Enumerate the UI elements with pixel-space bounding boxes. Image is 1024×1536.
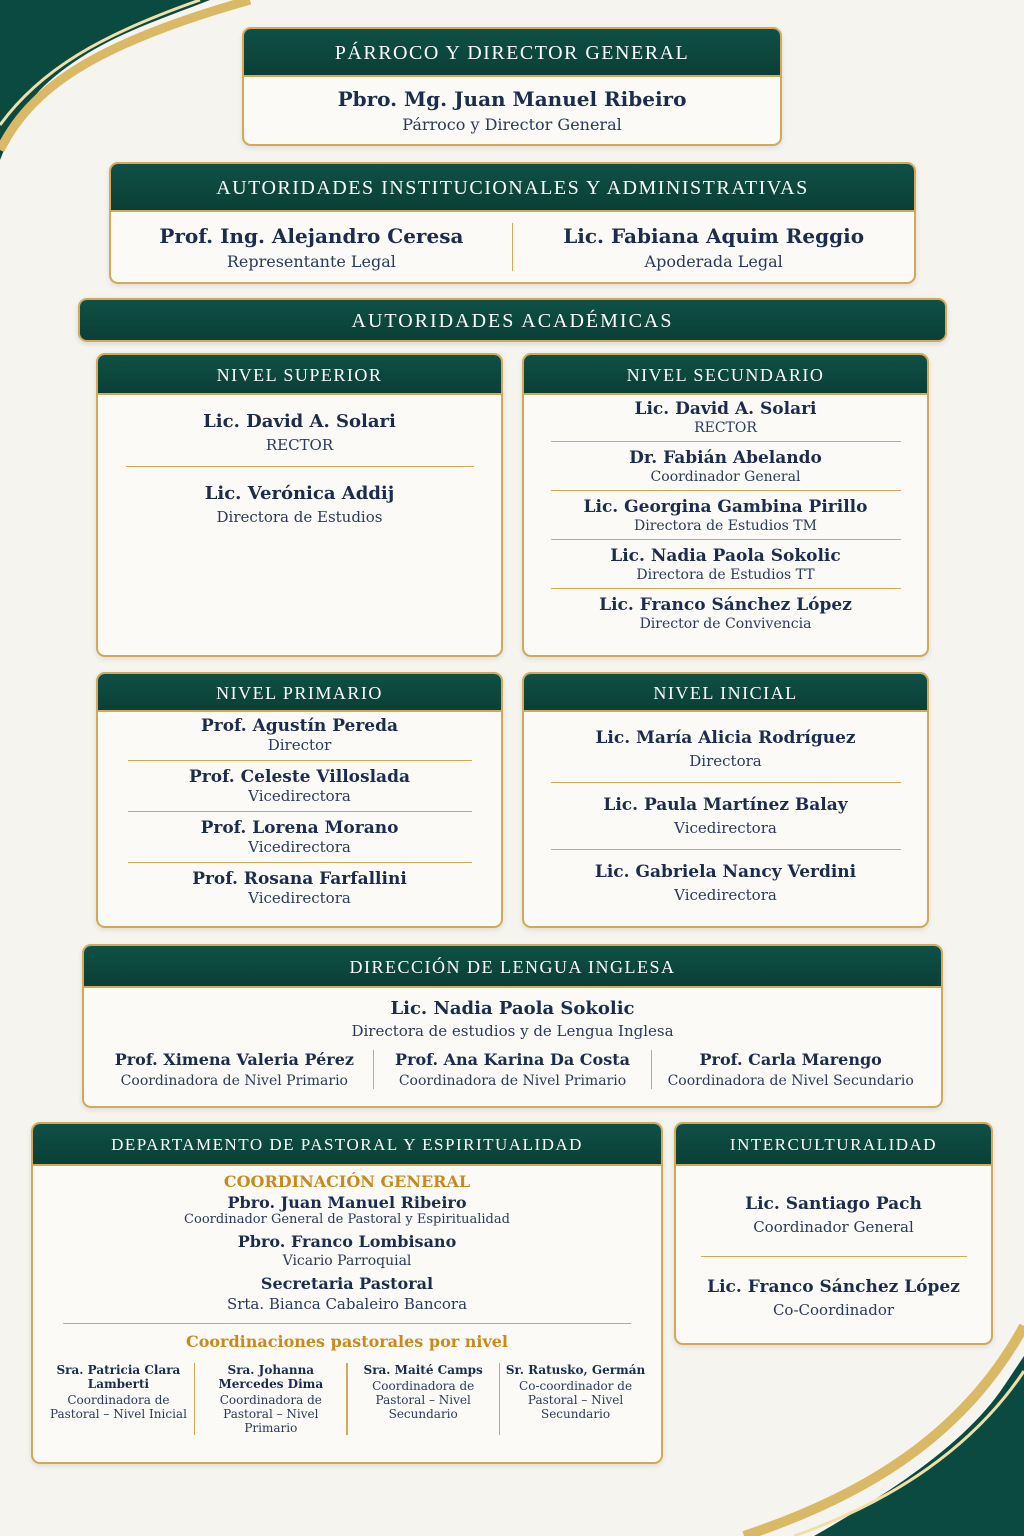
- person-role: Directora: [689, 752, 762, 770]
- person-name: Lic. Franco Sánchez López: [707, 1277, 960, 1297]
- person-name: Prof. Agustín Pereda: [200, 716, 399, 736]
- person-role: Director de Convivencia: [639, 616, 812, 632]
- person-role: Coordinadora de Pastoral – Nivel Inicial: [49, 1393, 187, 1421]
- person-role: Vicedirectora: [248, 787, 351, 805]
- coordinacion-general-title: COORDINACIÓN GENERAL: [223, 1172, 471, 1191]
- person-name: Lic. Fabiana Aquim Reggio: [563, 223, 865, 248]
- person-name: Pbro. Juan Manuel Ribeiro: [227, 1193, 467, 1212]
- person-role: Director: [267, 736, 332, 754]
- person-role: Coordinadora de Pastoral – Nivel Primario: [219, 1393, 322, 1435]
- person-name: Lic. Nadia Paola Sokolic: [390, 998, 635, 1019]
- person-role: Coordinador General: [753, 1218, 914, 1236]
- nivel-inicial-card: [522, 672, 929, 928]
- divider: [63, 1323, 631, 1324]
- person-name: Lic. Georgina Gambina Pirillo: [583, 497, 868, 517]
- person-role: Coordinadora de Nivel Secundario: [667, 1073, 914, 1089]
- person-role: Vicedirectora: [674, 886, 777, 904]
- nivel-superior-card: [96, 353, 503, 657]
- person-role: Vicedirectora: [248, 838, 351, 856]
- person-role: Coordinador General de Pastoral y Espiritualidad: [184, 1212, 510, 1227]
- interculturalidad-card: [674, 1122, 993, 1345]
- pastoral-card: [31, 1122, 663, 1464]
- person-role: Representante Legal: [226, 251, 396, 271]
- divider: [128, 811, 472, 812]
- pastoral-header: DEPARTAMENTO DE PASTORAL Y ESPIRITUALIDAD: [33, 1124, 661, 1166]
- person-name: Lic. Franco Sánchez López: [599, 595, 852, 615]
- person-name: Sra. Patricia Clara Lamberti: [56, 1363, 181, 1391]
- divider: [128, 862, 472, 863]
- divider: [551, 588, 901, 589]
- person-name: Srta. Bianca Cabaleiro Bancora: [226, 1295, 468, 1313]
- person-role: Directora de Estudios TM: [634, 518, 817, 534]
- coordinaciones-por-nivel-title: Coordinaciones pastorales por nivel: [185, 1332, 509, 1351]
- nivel-inicial-header: NIVEL INICIAL: [524, 674, 927, 712]
- parroco-role: Párroco y Director General: [402, 115, 622, 134]
- person-role: Vicario Parroquial: [282, 1253, 412, 1269]
- person-role: Directora de estudios y de Lengua Inglesa: [351, 1022, 674, 1040]
- autoridades-institucionales-header: AUTORIDADES INSTITUCIONALES Y ADMINISTRATIVAS: [111, 164, 914, 212]
- person-name: Pbro. Franco Lombisano: [237, 1232, 457, 1251]
- divider: [551, 782, 901, 783]
- nivel-primario-card: [96, 672, 503, 928]
- person-name: Lic. Verónica Addij: [204, 483, 395, 504]
- divider: [551, 849, 901, 850]
- parroco-card: [242, 27, 782, 146]
- person-name: Lic. David A. Solari: [203, 411, 396, 432]
- nivel-secundario-header: NIVEL SECUNDARIO: [524, 355, 927, 395]
- person-name: Prof. Celeste Villoslada: [189, 767, 410, 787]
- parroco-name: Pbro. Mg. Juan Manuel Ribeiro: [337, 87, 687, 111]
- person-role: Vicedirectora: [248, 889, 351, 907]
- person-name: Sra. Maité Camps: [363, 1363, 483, 1377]
- divider: [551, 441, 901, 442]
- person-role: Co-coordinador de Pastoral – Nivel Secundario: [519, 1379, 633, 1421]
- person-name: Lic. Paula Martínez Balay: [603, 795, 848, 815]
- person-name: Dr. Fabián Abelando: [629, 448, 822, 468]
- interculturalidad-header: INTERCULTURALIDAD: [676, 1124, 991, 1166]
- nivel-primario-header: NIVEL PRIMARIO: [98, 674, 501, 712]
- divider: [701, 1256, 967, 1257]
- person-name: Prof. Carla Marengo: [699, 1050, 882, 1069]
- person-role: Apoderada Legal: [644, 251, 783, 271]
- person-name: Lic. Gabriela Nancy Verdini: [594, 862, 857, 882]
- person-name: Sra. Johanna Mercedes Dima: [218, 1363, 324, 1391]
- person-role: Directora de Estudios: [216, 508, 383, 526]
- person-name: Lic. Nadia Paola Sokolic: [610, 546, 841, 566]
- person-role: Coordinadora de Nivel Primario: [120, 1073, 348, 1089]
- person-name: Prof. Lorena Morano: [200, 818, 399, 838]
- person-name: Sr. Ratusko, Germán: [505, 1363, 646, 1377]
- divider: [551, 539, 901, 540]
- person-role: Vicedirectora: [674, 819, 777, 837]
- lengua-inglesa-header: DIRECCIÓN DE LENGUA INGLESA: [84, 946, 941, 988]
- person-name: Prof. Rosana Farfallini: [192, 869, 407, 889]
- person-name: Prof. Ximena Valeria Pérez: [114, 1050, 354, 1069]
- autoridades-academicas-banner: AUTORIDADES ACADÉMICAS: [78, 298, 947, 342]
- person-name: Prof. Ing. Alejandro Ceresa: [159, 223, 464, 248]
- corner-swoosh-top-left: [0, 0, 260, 170]
- person-role: Co-Coordinador: [772, 1301, 895, 1319]
- person-name: Lic. Santiago Pach: [745, 1194, 922, 1214]
- divider: [551, 490, 901, 491]
- person-role: RECTOR: [265, 436, 334, 454]
- person-name: Lic. María Alicia Rodríguez: [595, 728, 856, 748]
- secretaria-title: Secretaria Pastoral: [260, 1274, 434, 1293]
- person-name: Lic. David A. Solari: [634, 399, 817, 419]
- divider: [126, 466, 474, 467]
- lengua-inglesa-card: [82, 944, 943, 1108]
- person-role: Coordinador General: [650, 469, 801, 485]
- person-name: Prof. Ana Karina Da Costa: [395, 1050, 630, 1069]
- nivel-superior-header: NIVEL SUPERIOR: [98, 355, 501, 395]
- autoridades-institucionales-card: [109, 162, 916, 284]
- person-role: RECTOR: [694, 420, 757, 436]
- person-role: Coordinadora de Pastoral – Nivel Secundario: [372, 1379, 475, 1421]
- divider: [128, 760, 472, 761]
- parroco-header: PÁRROCO Y DIRECTOR GENERAL: [244, 29, 780, 77]
- person-role: Directora de Estudios TT: [636, 567, 815, 583]
- person-role: Coordinadora de Nivel Primario: [398, 1073, 627, 1089]
- nivel-secundario-card: [522, 353, 929, 657]
